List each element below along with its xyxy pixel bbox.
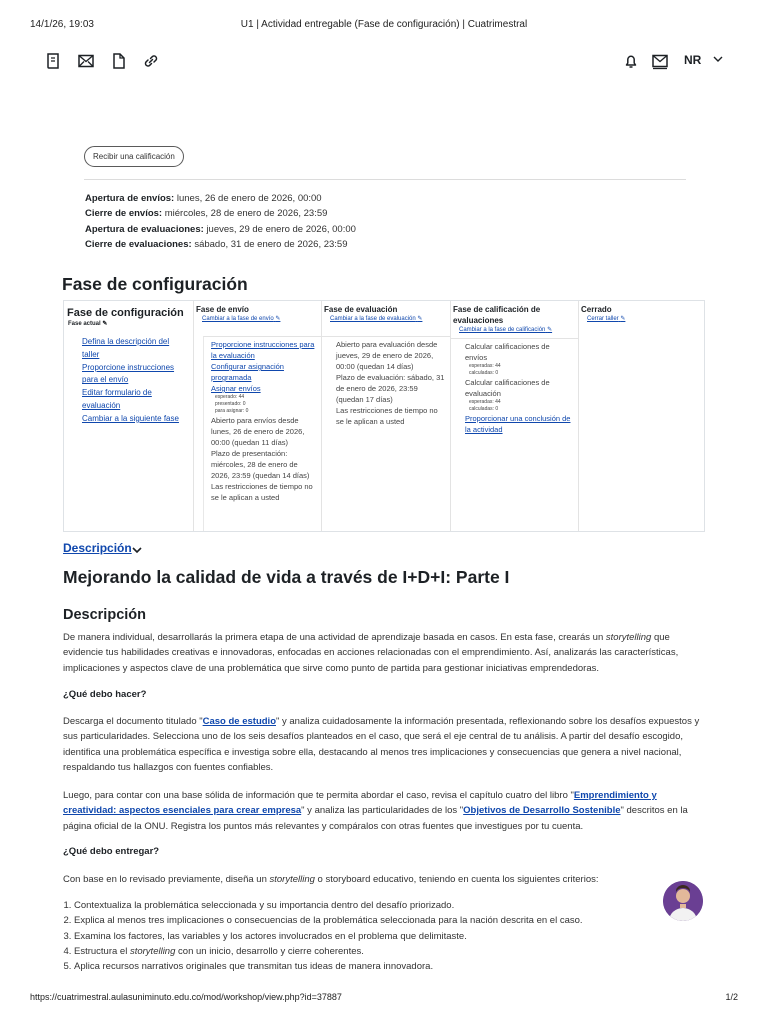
chevron-down-icon[interactable]	[131, 544, 143, 556]
task-detail: para asignar: 0	[215, 408, 249, 414]
switch-phase-link[interactable]: Cambiar a la fase de evaluación ✎	[330, 316, 423, 322]
phase-header	[322, 301, 450, 332]
phase-note: Abierto para evaluación desde jueves, 29 de enero de 2026, 00:00 (quedan 14 días)	[336, 340, 438, 371]
phase-tasks	[451, 338, 578, 531]
phase-name: Cerrado	[581, 305, 612, 314]
question-heading: ¿Qué debo hacer?	[63, 689, 147, 700]
switch-phase-link[interactable]: Cerrar taller ✎	[587, 316, 626, 322]
task-detail: esperadas: 44	[469, 363, 501, 369]
task-link[interactable]: Cambiar a la siguiente fase	[82, 413, 179, 423]
pencil-icon: ✎	[547, 327, 553, 333]
print-title: U1 | Actividad entregable (Fase de configuración) | Cuatrimestral	[240, 19, 528, 30]
date-label: Cierre de envíos:	[85, 208, 163, 220]
task-detail: calculadas: 0	[469, 370, 499, 376]
phase-name: Fase de configuración	[67, 307, 184, 319]
phase-evaluation	[450, 301, 578, 531]
description-toggle[interactable]: Descripción	[63, 541, 132, 555]
task-item: Calcular calificaciones de evaluación	[465, 378, 550, 398]
phase-submission	[193, 301, 321, 531]
question-heading: ¿Qué debo entregar?	[63, 846, 160, 857]
date-line	[85, 206, 356, 221]
phase-tasks	[322, 336, 450, 531]
date-label: Apertura de envíos:	[85, 193, 175, 204]
user-initials[interactable]: NR	[684, 53, 702, 67]
date-line	[85, 191, 356, 206]
phase-header	[64, 301, 193, 332]
phase-note: Abierto para envíos desde lunes, 26 de enero de 2026, 00:00 (quedan 11 días)	[211, 416, 305, 447]
workshop-phases-table	[63, 300, 705, 532]
phase-note: Plazo de evaluación: sábado, 31 de enero de 2026, 23:59 (quedan 17 días)	[336, 373, 445, 404]
date-line	[85, 222, 356, 237]
phase-header	[194, 301, 321, 332]
deliverable-paragraph: Con base en lo revisado previamente, diseña un storytelling o storyboard educativo, teniendo en cuenta los siguientes criterios:	[63, 874, 599, 885]
book-link[interactable]: Emprendimiento y creatividad: aspectos esenciales para crear empresa	[63, 790, 657, 817]
print-date: 14/1/26, 19:03	[30, 19, 94, 30]
criteria-item: 3. Examina los factores, las variables y los actores involucrados en el problema que delimitaste.	[74, 929, 683, 944]
description-heading: Descripción	[63, 607, 146, 623]
task-detail: esperado: 44	[215, 394, 245, 400]
pencil-icon: ✎	[417, 316, 423, 322]
inbox-icon[interactable]	[649, 50, 671, 72]
task-item[interactable]: Asignar envíos	[211, 384, 261, 393]
task-link[interactable]: Defina la descripción del taller	[82, 337, 170, 359]
phase-name: Fase de evaluación	[324, 305, 398, 314]
print-url: https://cuatrimestral.aulasuniminuto.edu.co/mod/workshop/view.php?id=37887	[30, 992, 342, 1002]
date-label: Apertura de evaluaciones:	[85, 223, 204, 235]
date-line	[85, 237, 356, 252]
pencil-icon: ✎	[102, 321, 108, 327]
task-detail: presentado: 0	[215, 401, 246, 407]
task-item[interactable]: Configurar asignación programada	[211, 362, 284, 382]
bell-icon[interactable]	[620, 50, 642, 72]
current-phase-label: Fase actual ✎	[68, 321, 108, 327]
ods-link[interactable]: Objetivos de Desarrollo Sostenible	[463, 805, 621, 817]
phase-name: Fase de calificación de evaluaciones	[453, 305, 541, 325]
criteria-item: 5. Aplica recursos narrativos originales que transmitan tus ideas de manera innovadora.	[74, 959, 683, 974]
phase-note: Plazo de presentación: miércoles, 28 de enero de 2026, 23:59 (quedan 14 días)	[211, 449, 310, 480]
criteria-list	[63, 898, 683, 974]
date-label: Cierre de evaluaciones:	[85, 238, 192, 250]
chevron-down-icon[interactable]	[710, 51, 726, 67]
task-detail: calculadas: 0	[469, 406, 499, 412]
pencil-icon: ✎	[275, 316, 281, 322]
date-value: jueves, 29 de enero de 2026, 00:00	[206, 223, 356, 235]
date-value: miércoles, 28 de enero de 2026, 23:59	[164, 208, 328, 220]
print-footer	[30, 992, 738, 1004]
page-number: 1/2	[725, 992, 738, 1002]
switch-phase-link[interactable]: Cambiar a la fase de envío ✎	[202, 316, 281, 322]
task-item[interactable]: Proporcione instrucciones para la evaluación	[211, 340, 315, 360]
task-item[interactable]: Proporcionar una conclusión de la actividad	[465, 414, 571, 434]
instructions-paragraph: Descarga el documento titulado "Caso de estudio" y analiza cuidadosamente la información presentada, reflexionando sobre los desafíos expuestos y sus particularidades. Selecciona uno de los seis desafíos planteados en el caso, que será el eje central de tu análisis. A partir del desafío escogido, identifica una problemática específica e investiga sobre ella, destacando al menos tres implicaciones y consecuencias que genera a nivel nacional, respaldando tus hallazgos con fuentes confiables.	[63, 716, 700, 773]
receive-grade-button[interactable]: Recibir una calificación	[84, 146, 184, 167]
criteria-item: 2. Explica al menos tres implicaciones o consecuencias de la problemática seleccionada para la nación descrita en el caso.	[74, 913, 683, 928]
person-icon	[663, 881, 703, 921]
pencil-icon: ✎	[620, 316, 626, 322]
date-value: sábado, 31 de enero de 2026, 23:59	[194, 238, 348, 250]
criteria-item: 1. Contextualiza la problemática seleccionada y su importancia dentro del desafío priorizado.	[74, 898, 683, 913]
workshop-dates	[85, 191, 356, 252]
activity-title: Mejorando la calidad de vida a través de I+D+I: Parte I	[63, 567, 510, 587]
phase-assessment	[321, 301, 450, 531]
top-navbar	[40, 48, 728, 74]
task-item: Calcular calificaciones de envíos	[465, 342, 550, 362]
phase-setup	[64, 301, 193, 531]
phase-closed	[578, 301, 705, 531]
task-link[interactable]: Proporcione instrucciones para el envío	[82, 362, 175, 385]
criteria-item: 4. Estructura el storytelling con un inicio, desarrollo y cierre coherentes.	[74, 944, 683, 959]
phase-name: Fase de envío	[196, 305, 249, 314]
assistant-avatar[interactable]	[663, 881, 703, 921]
phase-tasks	[64, 334, 193, 531]
phase-note: Las restricciones de tiempo no se le aplican a usted	[211, 482, 313, 502]
print-header	[30, 19, 738, 33]
research-paragraph: Luego, para contar con una base sólida de información que te permita abordar el caso, revisa el capítulo cuatro del libro "Emprendimiento y creatividad: aspectos esenciales para crear empresa" y analiza las particularidades de los "Objetivos de Desarrollo Sostenible" descritos en la página oficial de la ONU. Registra los puntos más relevantes y compáralos con otras fuentes que investigues por tu cuenta.	[63, 790, 688, 832]
date-value: lunes, 26 de enero de 2026, 00:00	[176, 193, 322, 204]
phase-header	[451, 301, 578, 337]
switch-phase-link[interactable]: Cambiar a la fase de calificación ✎	[459, 327, 553, 333]
file-icon[interactable]	[108, 50, 130, 72]
intro-paragraph: De manera individual, desarrollarás la primera etapa de una actividad de aprendizaje basada en casos. En esta fase, crearás un storytelling que evidencie tus habilidades creativas e innovadoras, enfocadas en acciones relacionadas con el emprendimiento. Así, analizarás las características, implicaciones y aspectos clave de una problemática que sirve como punto de partida para gestionar iniciativas emprendedoras.	[63, 632, 679, 674]
phase-header	[579, 301, 705, 332]
task-link[interactable]: Editar formulario de evaluación	[82, 388, 152, 410]
phase-tasks	[203, 336, 321, 531]
book-icon[interactable]	[42, 50, 64, 72]
phase-note: Las restricciones de tiempo no se le aplican a usted	[336, 406, 438, 426]
case-study-link[interactable]: Caso de estudio	[202, 716, 276, 727]
link-icon[interactable]	[140, 50, 162, 72]
mail-icon[interactable]	[75, 50, 97, 72]
task-detail: esperadas: 44	[469, 399, 501, 405]
section-title: Fase de configuración	[62, 274, 248, 294]
divider	[84, 179, 686, 180]
